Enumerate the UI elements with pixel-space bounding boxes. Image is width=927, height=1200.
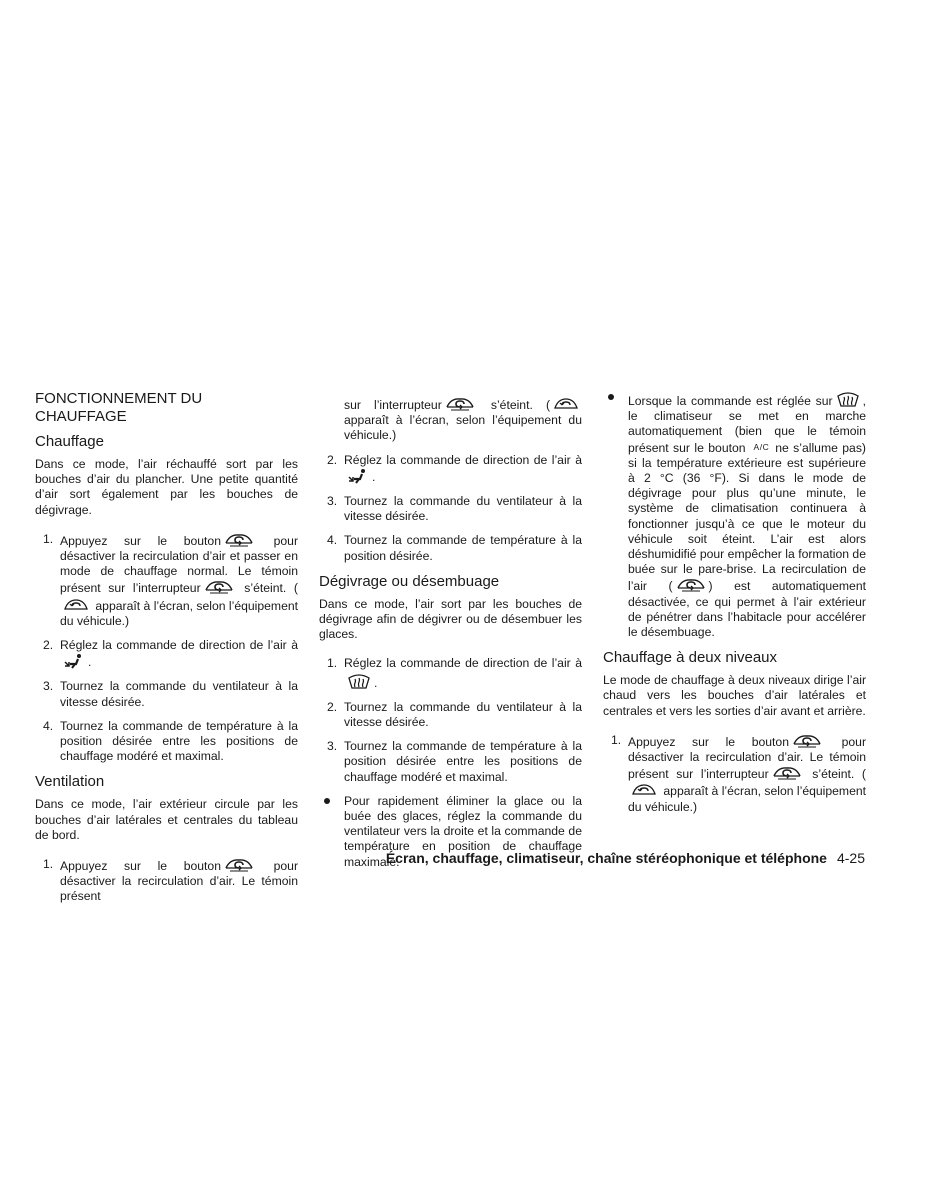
recirculation-button-icon [445,396,475,412]
defrost-mode-icon [836,390,860,408]
defrost-bullets-continued [603,390,866,640]
page-number: 4-25 [836,850,865,866]
bilevel-intro: Le mode de chauffage à deux niveaux dirige l’air chaud vers les bouches d’air latérales et centrales et vers les sorties d’air avant et arrière. [603,673,866,718]
recirculation-button-icon [772,765,802,781]
list-item: 3. Tournez la commande de température à la position désirée entre les positions de chauffage modéré et maximal. [327,739,582,784]
floor-vent-mode-icon [63,653,85,669]
recirculation-button-icon [204,579,234,595]
heating-steps [35,532,298,765]
ventilation-intro: Dans ce mode, l’air extérieur circule par les bouches d’air latérales et centrales du tableau de bord. [35,797,298,842]
bullet-dot [608,394,614,400]
list-item: 2. Réglez la commande de direction de l’air à. [327,452,582,484]
defrost-steps [319,656,582,784]
heading-ventilation: Ventilation [35,773,105,791]
ac-button-icon: A/C [753,441,770,452]
ventilation-steps [35,857,298,905]
recirculation-display-icon [553,396,579,412]
list-item: 1. Appuyez sur le bouton pour désactiver la recirculation d’air. Le témoin présent sur l’interrupteur s’éteint. ( apparaît à l’écran, selon l’équipement du véhicule.) [611,732,867,814]
recirculation-button-icon [792,733,822,749]
defrost-mode-icon [347,672,371,690]
recirculation-button-icon [676,577,706,593]
list-item: 4. Tournez la commande de température à la position désirée. [327,533,582,563]
bullet-dot [324,798,330,804]
list-item: 1. Réglez la commande de direction de l’air à. [327,656,582,690]
bilevel-steps [603,733,866,815]
column-right [603,390,866,824]
section-title: FONCTIONNEMENT DU CHAUFFAGE [35,390,203,425]
list-item: 1. Appuyez sur le bouton pour désactiver la recirculation d’air. Le témoin présent [43,857,299,904]
list-item: 3. Tournez la commande du ventilateur à la vitesse désirée. [43,679,298,709]
defrost-intro: Dans ce mode, l’air sort par les bouches de dégivrage afin de dégivrer ou de désembuer les glaces. [319,596,582,642]
recirculation-display-icon [631,782,657,798]
recirculation-button-icon [224,857,254,873]
recirculation-display-icon [63,597,89,613]
list-item: 1. Appuyez sur le bouton pour désactiver la recirculation d’air et passer en mode de chauffage normal. Le témoin présent sur l’interrupteur s’éteint. ( apparaît à l’écran, selon l’équipement du véhicule.) [43,531,299,628]
recirculation-button-icon [224,532,254,548]
column-left [35,390,298,914]
list-item: 2. Réglez la commande de direction de l’air à. [43,638,298,670]
chapter-title: Écran, chauffage, climatiseur, chaîne stéréophonique et téléphone [385,850,827,866]
ventilation-step1-continued: sur l’interrupteur s’éteint. ( apparaît à l’écran, selon l’équipement du véhicule.) [344,398,582,443]
bi-level-vent-mode-icon [347,468,369,484]
page-footer [360,849,865,867]
ventilation-steps-continued [319,453,582,564]
list-item: 2. Tournez la commande du ventilateur à la vitesse désirée. [327,699,582,730]
column-middle [319,396,582,879]
heading-heating: Chauffage [35,433,104,450]
list-item: 4. Tournez la commande de température à la position désirée entre les positions de chauffage modéré et maximal. [43,718,298,764]
list-item: 3. Tournez la commande du ventilateur à la vitesse désirée. [327,494,582,524]
heading-bilevel: Chauffage à deux niveaux [603,649,778,667]
heading-defrost: Dégivrage ou désembuage [319,572,500,590]
list-item: Pour rapidement éliminer la glace ou la buée des glaces, réglez la commande du ventilateur vers la droite et la commande de température en position de chauffage maximale. [319,794,582,870]
heating-intro: Dans ce mode, l’air réchauffé sort par les bouches d’air du plancher. Une petite quantité d’air sort également par les bouches de dégivrage. [35,457,298,517]
list-item: Lorsque la commande est réglée sur , le climatiseur se met en marche automatiquement (bien que le témoin présent sur le bouton A/C ne s’allume pas) si la température extérieure est supérieure à 2 °C (36 °F). Si dans le mode de dégivrage pour plus qu’une minute, le système de climatisation continuera à fonctionner jusqu’à ce que le moteur du véhicule soit éteint. L’air est alors déshumidifié pour empêcher la formation de buée sur le pare-brise. La recirculation de l’air ( ) est automatiquement désactivée, ce qui permet à l’air extérieur de pénétrer dans l’habitacle pour accélérer le désembuage. [603,390,866,640]
